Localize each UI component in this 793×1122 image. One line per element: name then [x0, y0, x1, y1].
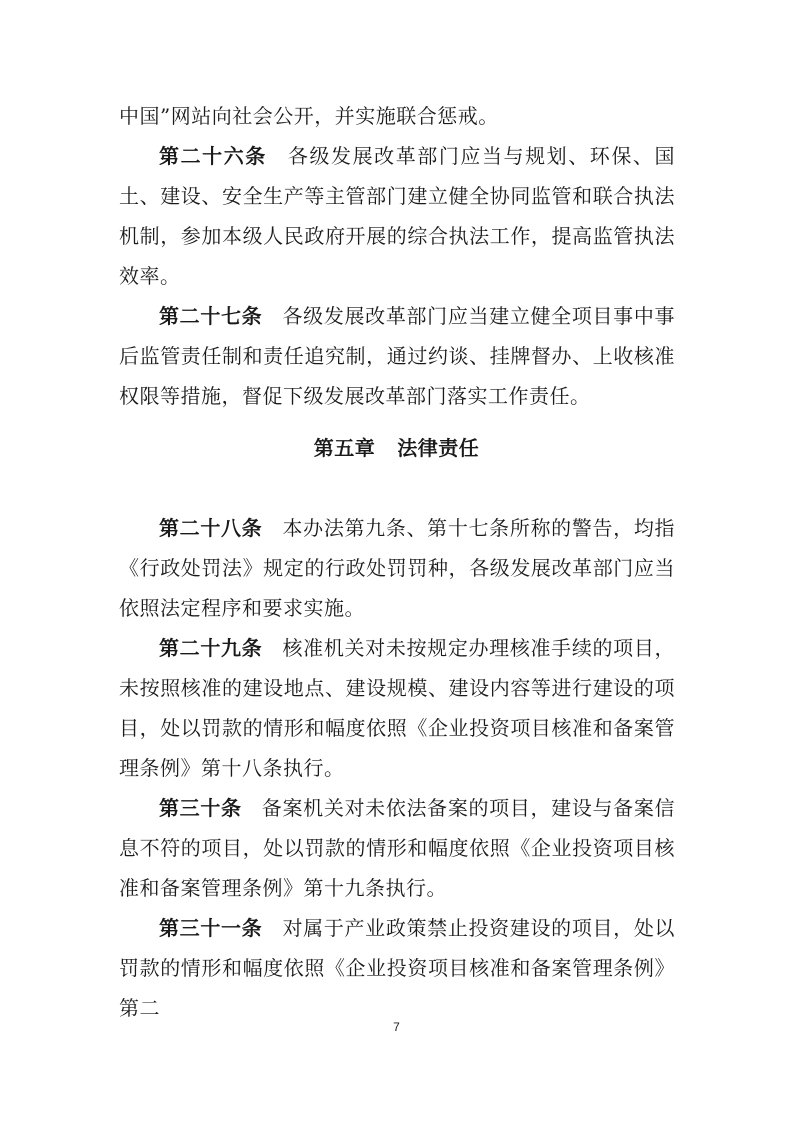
article-31-text: 对属于产业政策禁止投资建设的项目，处以罚款的情形和幅度依照《企业投资项目核准和备案管理条例》第二 — [119, 916, 676, 1020]
article-28-label: 第二十八条 — [159, 516, 263, 540]
article-29-text: 核准机关对未按规定办理核准手续的项目，未按照核准的建设地点、建设规模、建设内容等进行建设的项目，处以罚款的情形和幅度依照《企业投资项目核准和备案管理条例》第十八条执行。 — [119, 636, 676, 780]
article-26 — [119, 136, 675, 296]
article-27-label: 第二十七条 — [159, 304, 263, 328]
body-text-bottom — [119, 508, 675, 1028]
article-30-text: 备案机关对未依法备案的项目，建设与备案信息不符的项目，处以罚款的情形和幅度依照《企业投资项目核准和备案管理条例》第十九条执行。 — [119, 796, 676, 900]
article-31-label: 第三十一条 — [159, 916, 263, 940]
article-29-label: 第二十九条 — [159, 636, 263, 660]
chapter-title: 法律责任 — [397, 436, 480, 460]
body-text-top — [119, 96, 675, 416]
article-29 — [119, 628, 675, 788]
chapter-heading — [0, 428, 793, 468]
article-27 — [119, 296, 675, 416]
article-28 — [119, 508, 675, 628]
article-30-label: 第三十条 — [159, 796, 242, 820]
chapter-number: 第五章 — [313, 436, 376, 460]
article-26-label: 第二十六条 — [159, 144, 267, 168]
continuation-paragraph: 中国”网站向社会公开，并实施联合惩戒。 — [119, 104, 499, 128]
article-28-text: 本办法第九条、第十七条所称的警告，均指《行政处罚法》规定的行政处罚罚种，各级发展改革部门应当依照法定程序和要求实施。 — [119, 516, 676, 620]
page-number: 7 — [393, 1020, 400, 1034]
article-31 — [119, 908, 675, 1028]
article-30 — [119, 788, 675, 908]
article-26-text: 各级发展改革部门应当与规划、环保、国土、建设、安全生产等主管部门建立健全协同监管和联合执法机制，参加本级人民政府开展的综合执法工作，提高监管执法效率。 — [119, 144, 676, 288]
article-27-text: 各级发展改革部门应当建立健全项目事中事后监管责任制和责任追究制，通过约谈、挂牌督办、上收核准权限等措施，督促下级发展改革部门落实工作责任。 — [119, 304, 676, 408]
